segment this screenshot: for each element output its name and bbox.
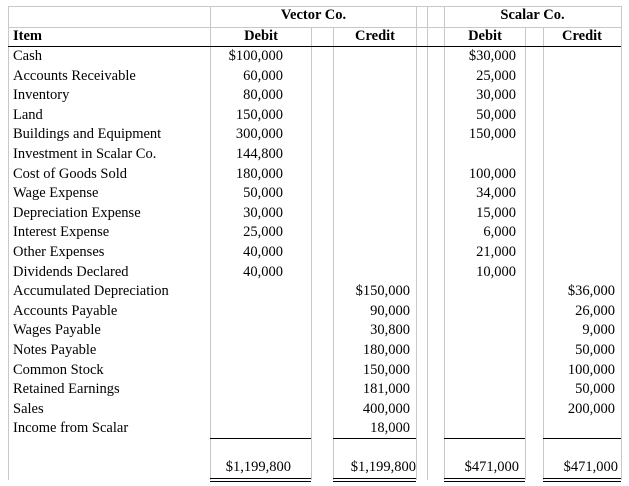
vector-debit-cell: 50,000 [243, 185, 283, 202]
scalar-credit-cell [544, 165, 615, 185]
item-label: Wage Expense [13, 185, 99, 202]
item-label: Wages Payable [13, 322, 101, 339]
scalar-debit-cell: 10,000 [476, 263, 516, 280]
scalar-credit-cell [544, 106, 615, 126]
scalar-debit-cell: 6,000 [483, 224, 516, 241]
item-label: Inventory [13, 87, 70, 104]
vector-credit-cell [334, 47, 410, 67]
double-underline [210, 481, 311, 482]
vector-debit-cell [211, 302, 283, 322]
total-rule [333, 438, 416, 439]
item-label: Dividends Declared [13, 263, 129, 280]
scalar-credit-cell [544, 204, 615, 224]
item-column-header: Item [13, 28, 42, 44]
grid-line [427, 6, 428, 480]
scalar-credit-cell [544, 184, 615, 204]
vector-credit-cell: 18,000 [370, 420, 410, 437]
item-label: Accounts Receivable [13, 67, 136, 84]
item-label: Buildings and Equipment [13, 126, 162, 143]
grid-line [8, 27, 621, 28]
double-underline [543, 481, 621, 482]
scalar-debit-cell [445, 341, 516, 361]
scalar-debit-cell: $30,000 [468, 48, 516, 64]
vector-debit-cell: 40,000 [243, 263, 283, 280]
scalar-credit-cell: 100,000 [567, 361, 615, 378]
scalar-credit-cell: 200,000 [567, 400, 615, 417]
total-rule [444, 438, 525, 439]
item-label: Accounts Payable [13, 302, 118, 319]
grid-line [311, 27, 312, 480]
item-label: Retained Earnings [13, 381, 120, 398]
vector-debit-cell [211, 321, 283, 341]
vector-debit-cell [211, 341, 283, 361]
item-label: Notes Payable [13, 342, 97, 358]
scalar-debit-cell: 50,000 [476, 106, 516, 123]
scalar-credit-cell [544, 419, 615, 439]
vector-credit-cell: 150,000 [362, 361, 410, 378]
scalar-debit-cell [445, 282, 516, 302]
grid-line [525, 27, 526, 480]
vector-credit-cell [334, 106, 410, 126]
vector-credit-cell [334, 125, 410, 145]
scalar-credit-cell [544, 243, 615, 263]
item-label: Interest Expense [13, 224, 110, 241]
scalar-credit-cell: $36,000 [567, 283, 615, 300]
double-underline [210, 478, 311, 479]
grid-line [416, 6, 417, 480]
scalar-credit-cell [544, 263, 615, 283]
vector-credit-cell: 180,000 [362, 342, 410, 358]
vector-credit-cell: 30,800 [370, 322, 410, 339]
double-underline [444, 478, 525, 479]
grid-line [333, 27, 334, 480]
scalar-debit-cell [445, 419, 516, 439]
scalar-debit-cell: 100,000 [468, 165, 516, 182]
vector-debit-cell [211, 282, 283, 302]
vector-credit-cell [334, 86, 410, 106]
scalar-co-header: Scalar Co. [500, 7, 565, 23]
scalar-credit-cell: 9,000 [582, 322, 615, 339]
scalar-debit-cell [445, 400, 516, 420]
scalar-credit-cell [544, 86, 615, 106]
scalar-debit-cell: 30,000 [476, 87, 516, 104]
scalar-credit-total: $471,000 [563, 459, 618, 475]
scalar-debit-cell: 150,000 [468, 126, 516, 143]
vector-credit-cell [334, 165, 410, 185]
vector-credit-cell [334, 223, 410, 243]
vector-debit-cell: 150,000 [235, 106, 283, 123]
grid-line [444, 6, 445, 480]
scalar-debit-cell: 25,000 [476, 67, 516, 84]
scalar-credit-cell: 50,000 [575, 381, 615, 398]
grid-line [8, 6, 621, 7]
vector-credit-cell [334, 243, 410, 263]
item-label: Common Stock [13, 361, 104, 378]
vector-credit-cell: 181,000 [362, 381, 410, 398]
vector-co-header: Vector Co. [280, 7, 347, 23]
scalar-debit-cell [445, 145, 516, 165]
vector-credit-cell [334, 184, 410, 204]
total-rule [543, 438, 621, 439]
vector-debit-cell [211, 400, 283, 420]
item-label: Cash [13, 48, 42, 64]
vector-debit-cell: 80,000 [243, 87, 283, 104]
scalar-debit-cell [445, 380, 516, 400]
header-rule [8, 46, 621, 47]
item-label: Depreciation Expense [13, 204, 141, 221]
grid-line [621, 6, 622, 480]
vector-credit-cell: $150,000 [355, 283, 410, 300]
vector-credit-header: Credit [354, 28, 395, 44]
vector-debit-cell [211, 419, 283, 439]
grid-line [210, 6, 211, 480]
scalar-debit-total: $471,000 [464, 459, 519, 475]
vector-debit-cell: 180,000 [235, 165, 283, 182]
vector-debit-cell: 40,000 [243, 244, 283, 260]
scalar-credit-cell [544, 67, 615, 87]
scalar-debit-cell [445, 321, 516, 341]
vector-debit-total: $1,199,800 [225, 459, 291, 475]
scalar-credit-cell [544, 145, 615, 165]
vector-debit-cell: 300,000 [235, 126, 283, 143]
item-label: Other Expenses [13, 244, 105, 260]
vector-credit-cell [334, 67, 410, 87]
vector-credit-cell: 90,000 [370, 302, 410, 319]
item-label: Income from Scalar [13, 420, 129, 437]
grid-line [8, 6, 9, 480]
vector-debit-cell [211, 361, 283, 381]
double-underline [444, 481, 525, 482]
scalar-debit-header: Debit [468, 28, 502, 44]
vector-credit-cell [334, 145, 410, 165]
scalar-credit-cell [544, 47, 615, 67]
scalar-debit-cell [445, 302, 516, 322]
vector-debit-cell: 30,000 [243, 204, 283, 221]
vector-debit-cell: 60,000 [243, 67, 283, 84]
double-underline [333, 481, 416, 482]
vector-credit-cell: 400,000 [362, 400, 410, 417]
vector-credit-total: $1,199,800 [350, 459, 416, 475]
vector-credit-cell [334, 263, 410, 283]
vector-credit-cell [334, 204, 410, 224]
scalar-credit-cell [544, 125, 615, 145]
scalar-credit-cell: 50,000 [575, 342, 615, 358]
vector-debit-cell [211, 380, 283, 400]
scalar-debit-cell: 34,000 [476, 185, 516, 202]
scalar-debit-cell: 21,000 [476, 244, 516, 260]
scalar-credit-cell [544, 223, 615, 243]
scalar-credit-cell: 26,000 [575, 302, 615, 319]
grid-line [543, 27, 544, 480]
scalar-debit-cell [445, 361, 516, 381]
vector-debit-cell: 144,800 [235, 146, 283, 162]
scalar-debit-cell: 15,000 [476, 204, 516, 221]
item-label: Sales [13, 400, 44, 417]
vector-debit-header: Debit [244, 28, 278, 44]
item-label: Investment in Scalar Co. [13, 146, 157, 162]
vector-debit-cell: $100,000 [228, 48, 283, 64]
vector-debit-cell: 25,000 [243, 224, 283, 241]
double-underline [543, 478, 621, 479]
item-label: Accumulated Depreciation [13, 283, 169, 300]
item-label: Cost of Goods Sold [13, 165, 128, 182]
total-rule [210, 438, 311, 439]
double-underline [333, 478, 416, 479]
item-label: Land [13, 106, 43, 123]
scalar-credit-header: Credit [561, 28, 602, 44]
